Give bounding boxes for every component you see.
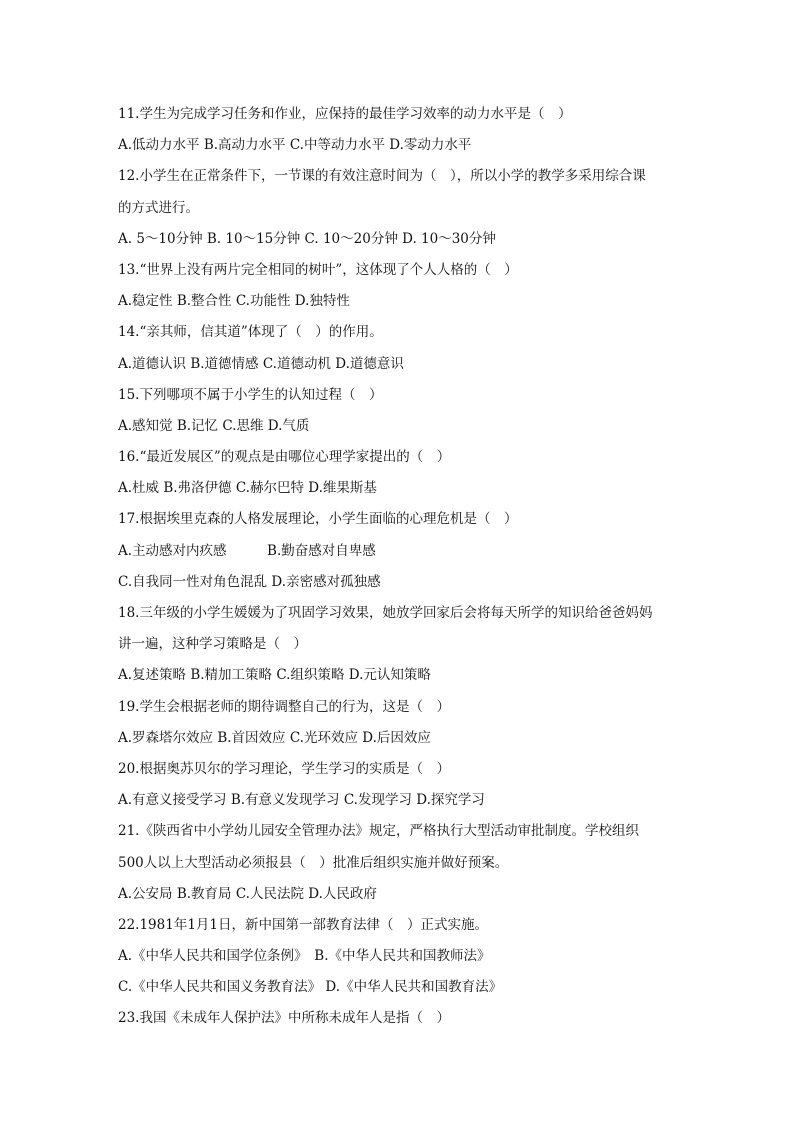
question-13-stem: 13.“世界上没有两片完全相同的树叶”，这体现了个人人格的（ ） xyxy=(118,261,518,278)
question-19-stem: 19.学生会根据老师的期待调整自己的行为，这是（ ） xyxy=(118,698,450,715)
question-18-stem-cont: 讲一遍，这种学习策略是（ ） xyxy=(118,636,307,653)
question-20-options: A.有意义接受学习 B.有意义发现学习 C.发现学习 D.探究学习 xyxy=(118,792,485,809)
question-12-stem-cont: 的方式进行。 xyxy=(118,199,199,216)
question-18-options: A.复述策略 B.精加工策略 C.组织策略 D.元认知策略 xyxy=(118,667,431,684)
question-23-stem: 23.我国《未成年人保护法》中所称未成年人是指（ ） xyxy=(118,1010,450,1027)
question-11-stem: 11.学生为完成学习任务和作业，应保持的最佳学习效率的动力水平是（ ） xyxy=(118,106,572,122)
question-17-stem: 17.根据埃里克森的人格发展理论，小学生面临的心理危机是（ ） xyxy=(118,511,518,528)
question-12-stem: 12.小学生在正常条件下，一节课的有效注意时间为（ ），所以小学的教学多采用综合课 xyxy=(118,168,646,185)
question-17-options-ab: A.主动感对内疚感 B.勤奋感对自卑感 xyxy=(118,542,376,559)
question-13-options: A.稳定性 B.整合性 C.功能性 D.独特性 xyxy=(118,293,350,310)
question-16-options: A.杜威 B.弗洛伊德 C.赫尔巴特 D.维果斯基 xyxy=(118,480,377,497)
question-14-options: A.道德认识 B.道德情感 C.道德动机 D.道德意识 xyxy=(118,355,404,372)
question-22-options-ab: A.《中华人民共和国学位条例》 B.《中华人民共和国教师法》 xyxy=(118,948,491,965)
question-21-options: A.公安局 B.教育局 C.人民法院 D.人民政府 xyxy=(118,885,377,902)
question-20-stem: 20.根据奥苏贝尔的学习理论，学生学习的实质是（ ） xyxy=(118,760,450,777)
question-12-options: A. 5～10分钟 B. 10～15分钟 C. 10～20分钟 D. 10～30分钟 xyxy=(118,230,496,247)
document-page xyxy=(118,99,688,1035)
question-18-stem: 18.三年级的小学生媛媛为了巩固学习效果，她放学回家后会将每天所学的知识给爸爸妈妈 xyxy=(118,605,653,621)
question-15-stem: 15.下列哪项不属于小学生的认知过程（ ） xyxy=(118,386,383,403)
question-21-stem: 21.《陕西省中小学幼儿园安全管理办法》规定，严格执行大型活动审批制度。学校组织 xyxy=(118,823,639,840)
question-21-stem-cont: 500人以上大型活动必须报县（ ）批准后组织实施并做好预案。 xyxy=(118,854,509,871)
question-11-options: A.低动力水平 B.高动力水平 C.中等动力水平 D.零动力水平 xyxy=(118,137,472,154)
question-19-options: A.罗森塔尔效应 B.首因效应 C.光环效应 D.后因效应 xyxy=(118,729,431,746)
question-22-options-cd: C.《中华人民共和国义务教育法》 D.《中华人民共和国教育法》 xyxy=(118,979,503,996)
question-14-stem: 14.“亲其师，信其道”体现了（ ）的作用。 xyxy=(118,324,383,341)
question-22-stem: 22.1981年1月1日，新中国第一部教育法律（ ）正式实施。 xyxy=(118,916,489,933)
question-17-options-cd: C.自我同一性对角色混乱 D.亲密感对孤独感 xyxy=(118,573,381,590)
question-15-options: A.感知觉 B.记忆 C.思维 D.气质 xyxy=(118,417,310,434)
question-16-stem: 16.“最近发展区”的观点是由哪位心理学家提出的（ ） xyxy=(118,449,451,466)
